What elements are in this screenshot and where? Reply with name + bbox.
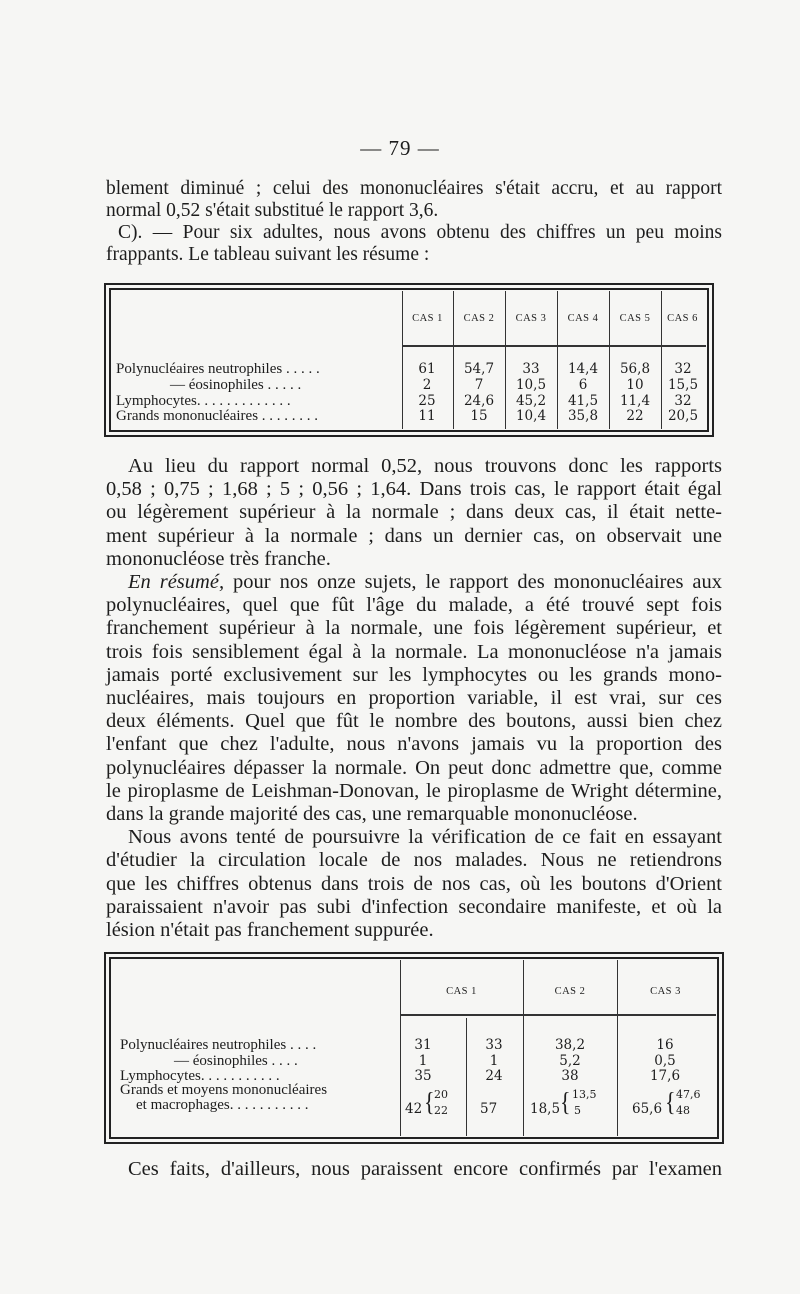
table-cell: 31 (414, 1037, 432, 1053)
text-line: ment supérieur à la normale ; dans un dernier cas, on observait une (106, 524, 722, 547)
table-cell: 2 (422, 377, 432, 393)
table-differential-adults (104, 283, 714, 437)
column-header: CAS 2 (463, 313, 495, 324)
text-line: ou légèrement supérieur à la normale ; dans deux cas, il était nette- (106, 501, 722, 524)
text-line: C). — Pour six adultes, nous avons obtenu des chiffres un peu moins (118, 222, 722, 243)
column-header: CAS 5 (619, 313, 651, 324)
closing-line (106, 1158, 722, 1181)
text-line: jamais porté exclusivement sur les lymphocytes ou les grands mono- (106, 663, 722, 686)
table-cell: 48 (676, 1104, 690, 1117)
table-cell: 7 (474, 377, 484, 393)
table-cell: 16 (656, 1037, 674, 1053)
table-cell: 42 (405, 1101, 423, 1117)
row-label: — éosinophiles . . . . . (170, 377, 302, 393)
brace-icon: { (560, 1086, 571, 1117)
table-cell: 6 (578, 377, 588, 393)
brace-icon: { (665, 1086, 676, 1117)
column-header: CAS 4 (567, 313, 599, 324)
table-cell: 0,5 (654, 1053, 676, 1069)
row-label: Lymphocytes. . . . . . . . . . . (120, 1068, 280, 1084)
text-line: frappants. Le tableau suivant les résume : (106, 244, 430, 265)
table-cell: 33 (485, 1037, 503, 1053)
table-cell: 61 (418, 361, 436, 377)
text-line: le piroplasme de Leishman-Donovan, le piroplasme de Wright détermine, (106, 779, 722, 802)
text-line: polynucléaires, quel que fût l'âge du malade, a été trouvé sept fois (106, 594, 722, 617)
row-label: — éosinophiles . . . . (174, 1053, 298, 1069)
table-cell: 25 (418, 393, 436, 409)
text-line: paraissaient n'avoir pas subi d'infection secondaire manifeste, et où la (106, 895, 722, 918)
table-cell: 20,5 (667, 408, 699, 424)
row-label: Polynucléaires neutrophiles . . . . (120, 1037, 317, 1053)
table-cell: 57 (480, 1101, 498, 1117)
table-cell: 32 (674, 361, 692, 377)
table-cell: 15 (470, 408, 488, 424)
table-cell: 11 (418, 408, 436, 424)
column-header: CAS 6 (667, 313, 698, 324)
table-cell: 38 (561, 1068, 579, 1084)
text-line: trois fois sensiblement égal à la normale. La mononucléose n'a jamais (106, 640, 722, 663)
table-cell: 1 (489, 1053, 499, 1069)
text-line: dans la grande majorité des cas, une remarquable mononucléose. (106, 803, 638, 826)
table-cell: 54,7 (463, 361, 495, 377)
brace-icon: { (424, 1086, 435, 1117)
table-cell: 24 (485, 1068, 503, 1084)
column-header: CAS 2 (554, 986, 586, 997)
column-header: CAS 3 (515, 313, 547, 324)
text-line: nucléaires, mais toujours en proportion variable, il est vrai, sur ces (106, 687, 722, 710)
text-line: que les chiffres obtenus dans trois de nos cas, où les boutons d'Orient (106, 872, 722, 895)
text-line: polynucléaires dépasser la normale. On peut donc admettre que, comme (106, 756, 722, 779)
table-cell: 18,5 (530, 1101, 561, 1117)
table-cell: 17,6 (649, 1068, 681, 1084)
text-line: normal 0,52 s'était substitué le rapport 3,6. (106, 200, 439, 221)
table-cell: 5,2 (559, 1053, 581, 1069)
text-line: blement diminué ; celui des mononucléaires s'était accru, et au rapport (106, 178, 722, 199)
table-cell: 10,4 (515, 408, 547, 424)
table-cell: 14,4 (567, 361, 599, 377)
row-label: Lymphocytes. . . . . . . . . . . . . (116, 393, 291, 409)
column-header: CAS 1 (412, 313, 443, 324)
table-cell: 38,2 (554, 1037, 586, 1053)
table-cell: 10 (626, 377, 644, 393)
table-cell: 47,6 (676, 1088, 701, 1101)
table-cell: 1 (418, 1053, 428, 1069)
table-cell: 11,4 (619, 393, 651, 409)
body-paragraph (106, 455, 722, 942)
text-line: En résumé, pour nos onze sujets, le rapport des mononucléaires aux (128, 571, 723, 594)
text-line: deux éléments. Quel que fût le nombre des boutons, aussi bien chez (106, 710, 722, 733)
intro-paragraph (106, 178, 722, 266)
table-cell: 65,6 (632, 1101, 663, 1117)
table-cell: 33 (522, 361, 540, 377)
table-cell: 10,5 (515, 377, 547, 393)
row-label: Grands et moyens mononucléaires (120, 1082, 328, 1098)
table-local-circulation (104, 952, 724, 1144)
table-cell: 24,6 (463, 393, 495, 409)
text-line: lésion n'était pas franchement suppurée. (106, 919, 434, 942)
text-line: d'étudier la circulation locale de nos malades. Nous ne retiendrons (106, 849, 722, 872)
table-cell: 22 (434, 1104, 448, 1117)
table-cell: 13,5 (572, 1088, 597, 1101)
text-line: Nous avons tenté de poursuivre la vérification de ce fait en essayant (128, 826, 722, 849)
text-line: Ces faits, d'ailleurs, nous paraissent encore confirmés par l'examen (128, 1158, 722, 1180)
table-cell: 15,5 (667, 377, 699, 393)
column-header: CAS 3 (650, 986, 681, 997)
text-line: l'enfant que chez l'adulte, nous n'avons jamais vu la proportion des (106, 733, 722, 756)
table-cell: 32 (674, 393, 692, 409)
table-cell: 35,8 (567, 408, 599, 424)
table-cell: 5 (574, 1104, 581, 1117)
row-label: et macrophages. . . . . . . . . . . (136, 1097, 309, 1113)
row-label: Grands mononucléaires . . . . . . . . (116, 408, 319, 424)
row-label: Polynucléaires neutrophiles . . . . . (116, 361, 320, 377)
text-line: mononucléose très franche. (106, 547, 331, 570)
column-header: CAS 1 (446, 986, 477, 997)
text-line: 0,58 ; 0,75 ; 1,68 ; 5 ; 0,56 ; 1,64. Dans trois cas, le rapport était égal (106, 478, 722, 501)
text-line: Au lieu du rapport normal 0,52, nous trouvons donc les rapports (128, 455, 722, 477)
table-cell: 45,2 (515, 393, 547, 409)
text-line: franchement supérieur à la normale, une fois légèrement supérieur, et (106, 617, 722, 640)
table-cell: 20 (434, 1088, 448, 1101)
italic-lead: En résumé, (128, 571, 225, 594)
table-cell: 35 (414, 1068, 432, 1084)
table-cell: 22 (626, 408, 644, 424)
page-number: — 79 — (360, 136, 440, 160)
table-cell: 56,8 (619, 361, 651, 377)
table-cell: 41,5 (567, 393, 599, 409)
